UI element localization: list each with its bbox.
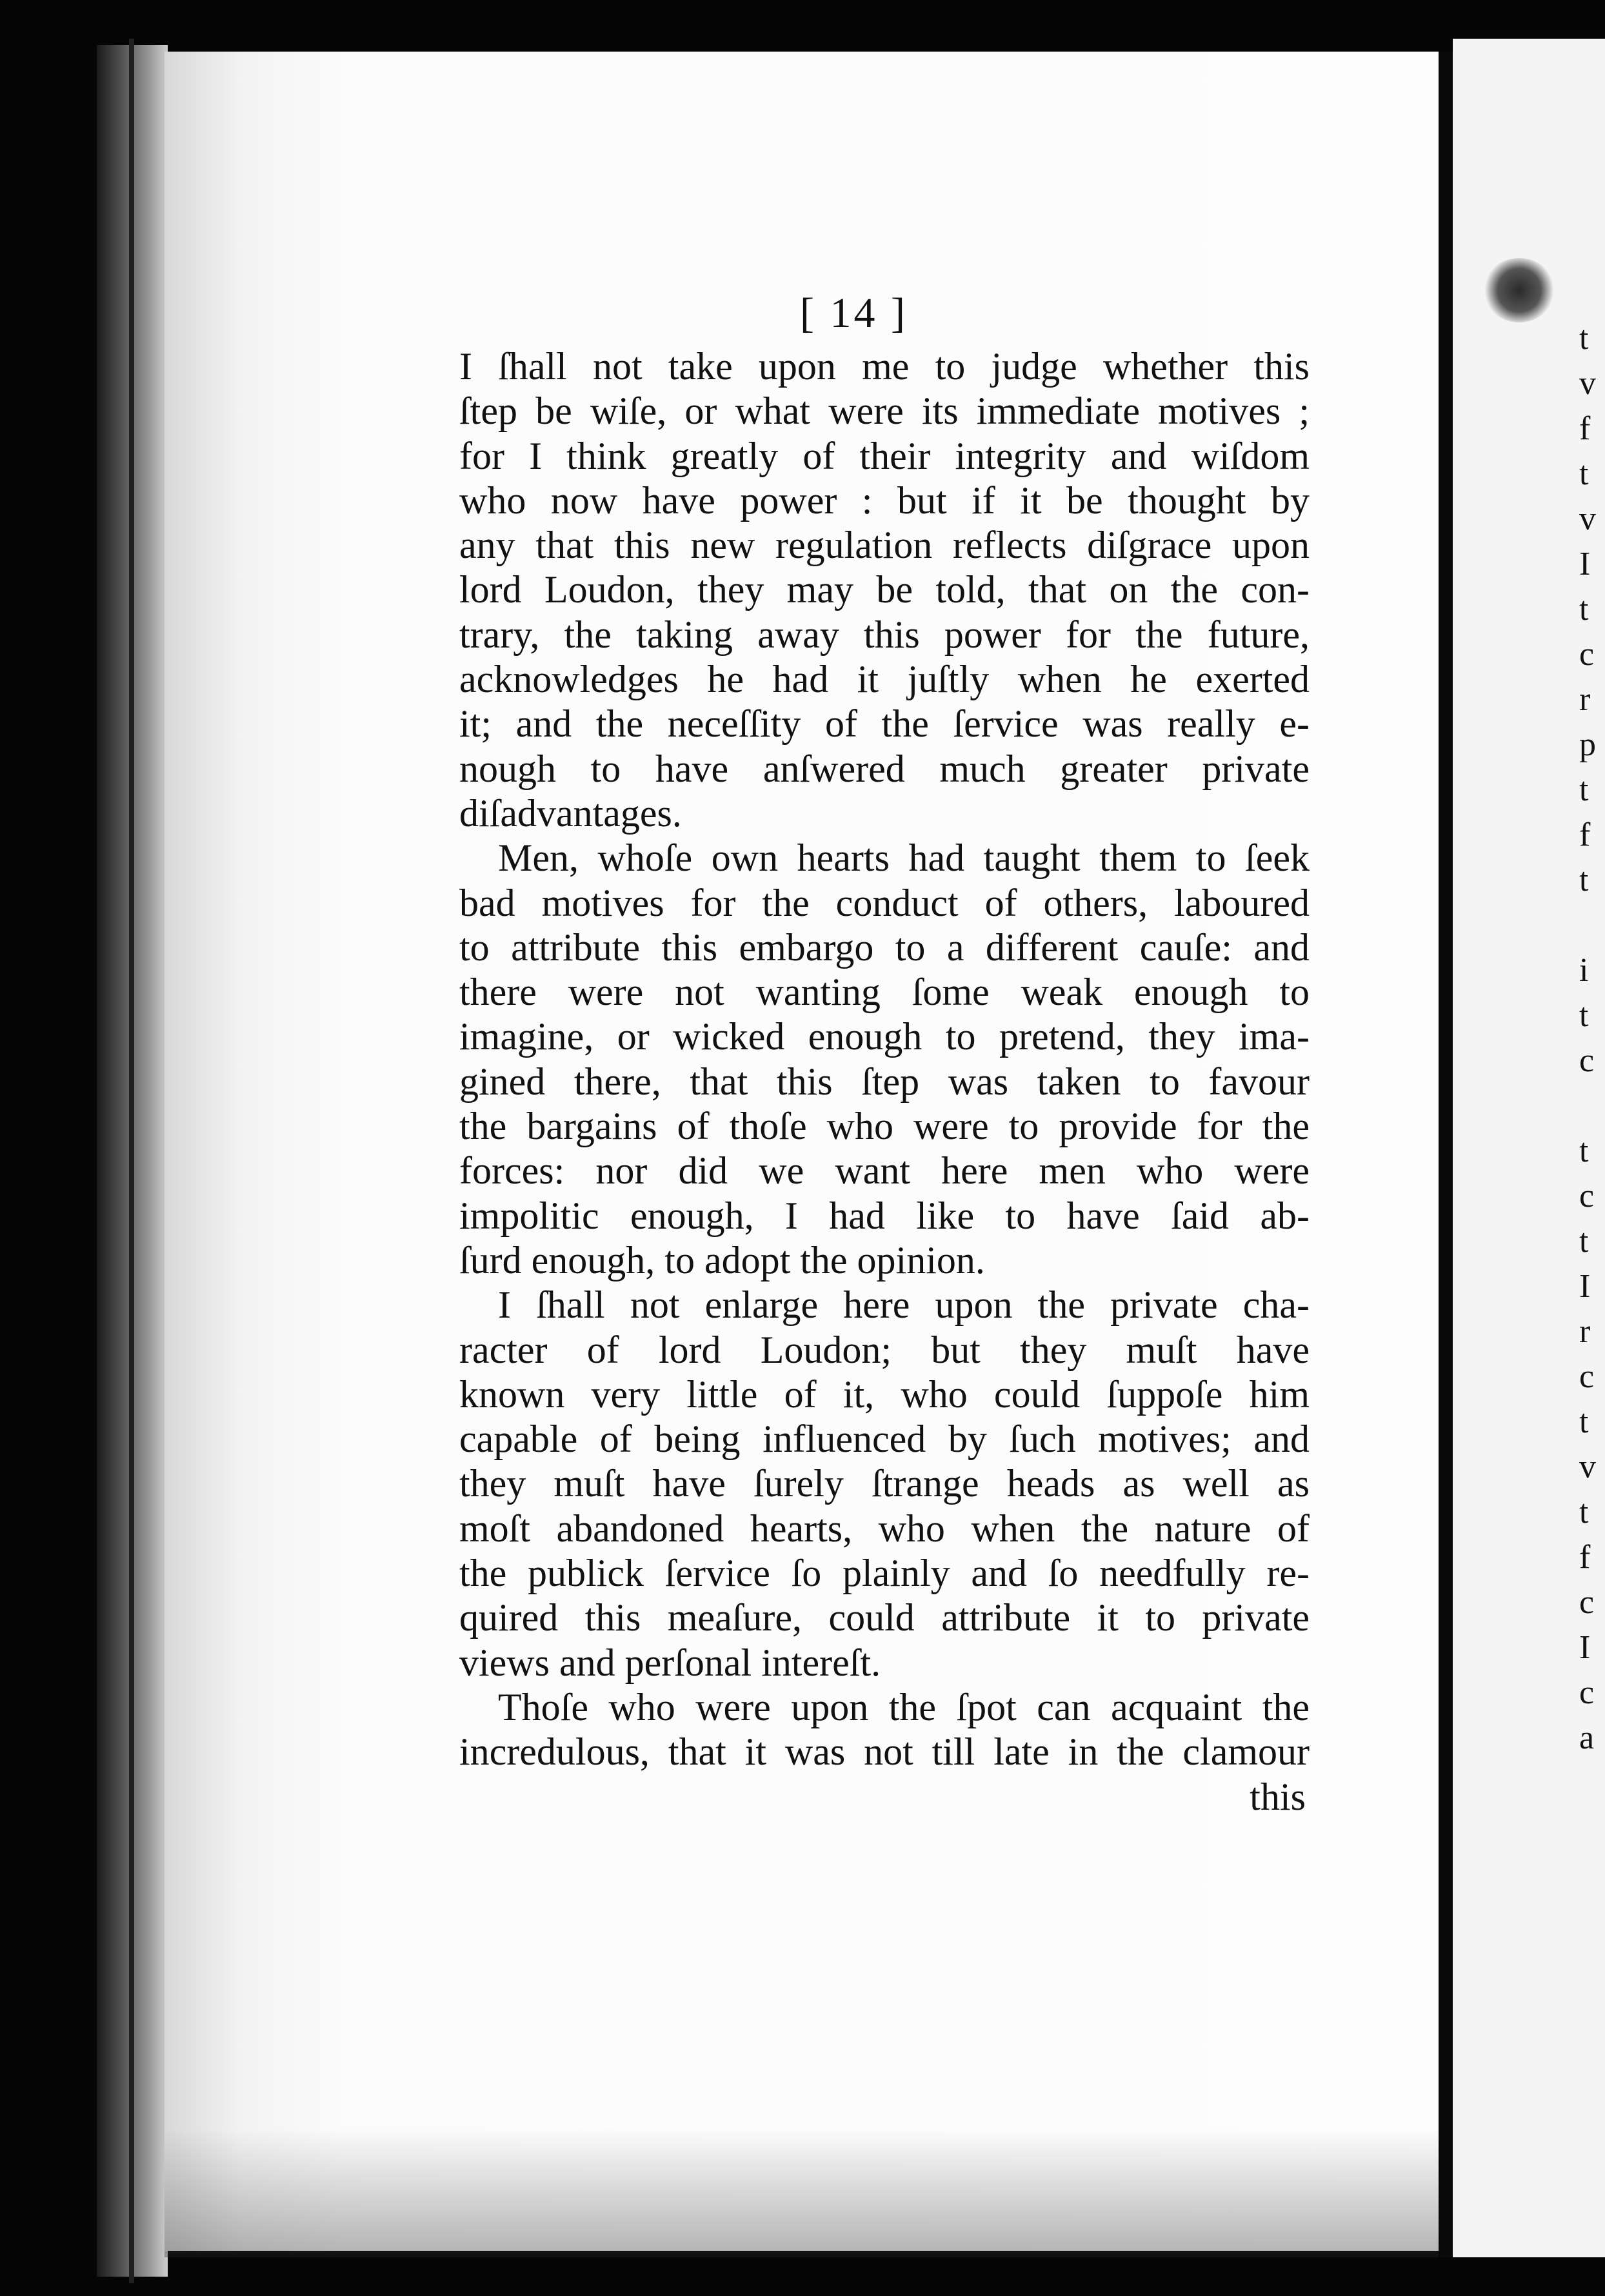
- text-line: I ſhall not take upon me to judge whether this: [459, 345, 1310, 388]
- facing-page-letters: [1579, 316, 1605, 1761]
- facing-letter: v: [1579, 365, 1596, 402]
- text-line: I ſhall not enlarge here upon the private cha-: [498, 1283, 1310, 1327]
- page-divider: [1440, 52, 1453, 2257]
- facing-letter: i: [1579, 952, 1589, 989]
- text-line: diſadvantages.: [459, 791, 682, 835]
- text-line: Men, whoſe own hearts had taught them to ſeek: [498, 836, 1310, 880]
- text-line: for I think greatly of their integrity and wiſdom: [459, 434, 1310, 477]
- text-line: ſurd enough, to adopt the opinion.: [459, 1238, 985, 1282]
- facing-letter: c: [1579, 1178, 1595, 1214]
- facing-letter: a: [1579, 1719, 1595, 1756]
- text-line: moſt abandoned hearts, who when the nature of: [459, 1507, 1310, 1550]
- facing-letter: t: [1579, 591, 1589, 628]
- facing-letter: f: [1579, 410, 1591, 447]
- text-line: capable of being influenced by ſuch motives; and: [459, 1418, 1310, 1461]
- facing-letter: c: [1579, 1584, 1595, 1621]
- text-line: racter of lord Loudon; but they muſt have: [459, 1328, 1310, 1371]
- text-line: forces: nor did we want here men who were: [459, 1149, 1310, 1193]
- text-line: there were not wanting ſome weak enough to: [459, 971, 1310, 1014]
- catchword: this: [1250, 1775, 1306, 1818]
- facing-letter: f: [1579, 816, 1591, 853]
- facing-letter: I: [1579, 1268, 1591, 1305]
- body-text: [459, 344, 1310, 1819]
- text-line: acknowledges he had it juſtly when he exerted: [459, 658, 1310, 701]
- facing-letter: t: [1579, 862, 1589, 898]
- facing-letter: f: [1579, 1539, 1591, 1576]
- text-line: the bargains of thoſe who were to provide for the: [459, 1105, 1310, 1148]
- facing-letter: [1579, 903, 1605, 948]
- facing-letter: t: [1579, 455, 1589, 492]
- paragraph-4: [459, 1685, 1310, 1775]
- text-line: who now have power : but if it be thought by: [459, 479, 1310, 522]
- text-line: nough to have anſwered much greater private: [459, 747, 1310, 790]
- text-line: they muſt have ſurely ſtrange heads as well as: [459, 1462, 1310, 1505]
- text-line: ſtep be wiſe, or what were its immediate motives ;: [459, 390, 1310, 433]
- facing-letter: t: [1579, 1494, 1589, 1530]
- text-line: known very little of it, who could ſuppoſe him: [459, 1372, 1310, 1416]
- text-line: quired this meaſure, could attribute it to private: [459, 1596, 1310, 1639]
- paragraph-1: [459, 344, 1310, 836]
- ink-stain: [1484, 258, 1555, 322]
- text-line: the publick ſervice ſo plainly and ſo needfully re-: [459, 1552, 1310, 1595]
- facing-letter: c: [1579, 1042, 1595, 1079]
- facing-letter: I: [1579, 546, 1591, 582]
- text-line: views and perſonal intereſt.: [459, 1641, 881, 1684]
- facing-letter: [1579, 1084, 1605, 1129]
- facing-letter: t: [1579, 320, 1589, 357]
- text-line: lord Loudon, they may be told, that on the con-: [459, 568, 1310, 611]
- text-line: incredulous, that it was not till late in the clamour: [459, 1730, 1310, 1774]
- facing-letter: v: [1579, 500, 1596, 537]
- text-line: it; and the neceſſity of the ſervice was really e-: [459, 702, 1310, 746]
- text-line: trary, the taking away this power for the future,: [459, 613, 1310, 656]
- text-line: bad motives for the conduct of others, laboured: [459, 881, 1310, 924]
- binding-edge: [129, 39, 134, 2283]
- text-line: imagine, or wicked enough to pretend, they ima-: [459, 1015, 1310, 1058]
- facing-letter: t: [1579, 997, 1589, 1034]
- facing-letter: c: [1579, 636, 1595, 673]
- text-line: Thoſe who were upon the ſpot can acquaint the: [498, 1685, 1310, 1728]
- facing-letter: t: [1579, 1133, 1589, 1169]
- facing-letter: c: [1579, 1358, 1595, 1395]
- text-line: to attribute this embargo to a different cauſe: and: [459, 925, 1310, 969]
- text-line: gined there, that this ſtep was taken to favour: [459, 1060, 1310, 1103]
- facing-letter: c: [1579, 1674, 1595, 1711]
- facing-letter: t: [1579, 1403, 1589, 1440]
- page-number: [ 14 ]: [800, 290, 908, 337]
- paragraph-2: [459, 836, 1310, 1283]
- facing-letter: t: [1579, 1223, 1589, 1260]
- facing-letter: p: [1579, 726, 1596, 763]
- facing-letter: r: [1579, 681, 1591, 718]
- facing-letter: t: [1579, 771, 1589, 808]
- paragraph-3: [459, 1283, 1310, 1685]
- text-line: any that this new regulation reflects diſgrace upon: [459, 524, 1310, 567]
- text-line: impolitic enough, I had like to have ſaid ab-: [459, 1194, 1310, 1237]
- facing-letter: r: [1579, 1313, 1591, 1350]
- page-shadow: [164, 2128, 1439, 2257]
- facing-letter: v: [1579, 1449, 1596, 1485]
- facing-letter: I: [1579, 1629, 1591, 1666]
